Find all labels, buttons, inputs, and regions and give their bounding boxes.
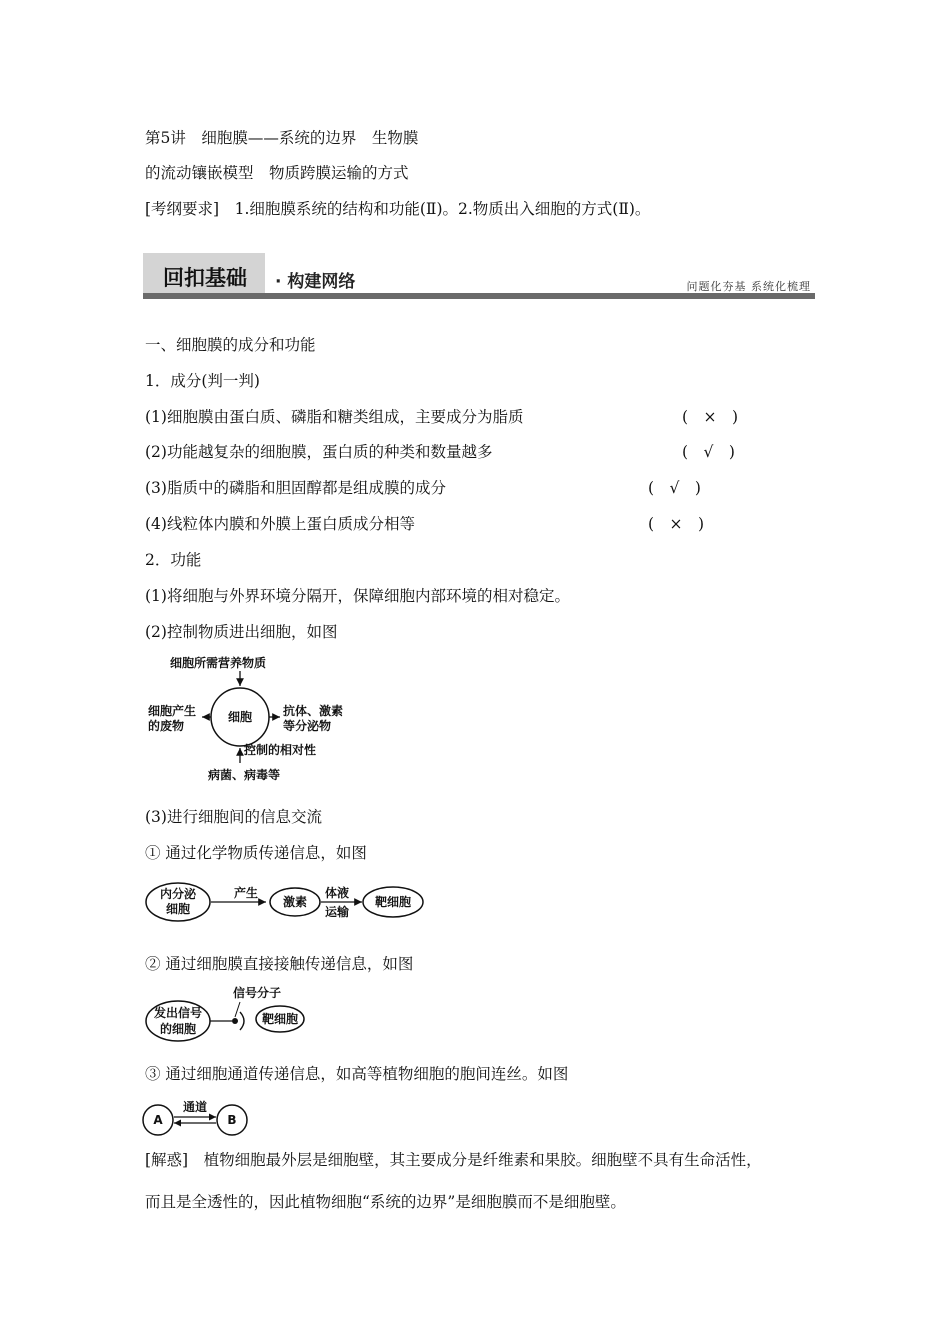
channel-diagram (140, 1095, 255, 1143)
endocrine-label-1: 内分泌 (159, 887, 197, 901)
transport-control-diagram (140, 652, 370, 787)
chemical-signal-diagram (140, 872, 430, 927)
judge-answer-3: ( √ ) (648, 479, 701, 497)
nutrient-label: 细胞所需营养物质 (169, 656, 267, 670)
control-label: 控制的相对性 (244, 743, 317, 757)
lesson-title-line1: 第5讲 细胞膜——系统的边界 生物膜 (145, 129, 419, 147)
transport-label-2: 运输 (324, 905, 350, 919)
function-3: (3)进行细胞间的信息交流 (145, 808, 322, 826)
way-2: ② 通过细胞膜直接接触传递信息，如图 (145, 955, 414, 973)
receptor (240, 1012, 244, 1030)
section-banner (143, 253, 815, 299)
secretion-label-1: 抗体、激素 (283, 704, 344, 718)
channel-label: 通道 (182, 1100, 208, 1114)
judge-item-1: (1)细胞膜由蛋白质、磷脂和糖类组成，主要成分为脂质 (145, 408, 524, 426)
banner-right-caption: 问题化夯基 系统化梳理 (686, 280, 811, 293)
section-heading: 一、细胞膜的成分和功能 (145, 336, 316, 354)
exam-requirements: [考纲要求] 1.细胞膜系统的结构和功能(Ⅱ)。2.物质出入细胞的方式(Ⅱ)。 (145, 200, 651, 218)
signal-label: 信号分子 (233, 986, 282, 1000)
function-2: (2)控制物质进出细胞，如图 (145, 623, 338, 641)
secretion-label-2: 等分泌物 (283, 719, 332, 733)
judge-answer-2: ( √ ) (682, 443, 735, 461)
direct-contact-diagram (140, 982, 315, 1044)
explanation-line-1: [解惑] 植物细胞最外层是细胞壁，其主要成分是纤维素和果胶。细胞壁不具有生命活性， (145, 1151, 762, 1169)
hormone-label: 激素 (282, 895, 308, 909)
transport-label-1: 体液 (324, 886, 350, 900)
judge-item-3: (3)脂质中的磷脂和胆固醇都是组成膜的成分 (145, 479, 446, 497)
signal-dot (232, 1018, 238, 1024)
waste-label-2: 的废物 (148, 719, 185, 733)
cell-label: 细胞 (227, 710, 253, 724)
cell-a-label: A (153, 1113, 163, 1127)
part2-heading: 2．功能 (145, 551, 202, 569)
sender-label-2: 的细胞 (159, 1022, 197, 1036)
way-1: ① 通过化学物质传递信息，如图 (145, 844, 367, 862)
lesson-title-line2: 的流动镶嵌模型 物质跨膜运输的方式 (145, 164, 409, 182)
target-label-2: 靶细胞 (261, 1012, 299, 1026)
judge-answer-4: ( × ) (648, 515, 705, 533)
judge-item-4: (4)线粒体内膜和外膜上蛋白质成分相等 (145, 515, 415, 533)
sender-label-1: 发出信号 (153, 1006, 203, 1020)
signal-pointer (235, 1002, 240, 1017)
judge-answer-1: ( × ) (682, 408, 739, 426)
pathogen-label: 病菌、病毒等 (208, 768, 281, 782)
produce-label: 产生 (233, 886, 259, 900)
judge-item-2: (2)功能越复杂的细胞膜，蛋白质的种类和数量越多 (145, 443, 493, 461)
waste-label-1: 细胞产生 (148, 704, 197, 718)
function-1: (1)将细胞与外界环境分隔开，保障细胞内部环境的相对稳定。 (145, 587, 570, 605)
explanation-line-2: 而且是全透性的，因此植物细胞“系统的边界”是细胞膜而不是细胞壁。 (145, 1193, 626, 1211)
endocrine-label-2: 细胞 (165, 902, 191, 916)
banner-main-title: 回扣基础 (163, 266, 247, 290)
banner-subtitle: · 构建网络 (275, 272, 356, 292)
part1-heading: 1．成分(判一判) (145, 372, 260, 390)
cell-b-label: B (227, 1113, 237, 1127)
way-3: ③ 通过细胞通道传递信息，如高等植物细胞的胞间连丝。如图 (145, 1065, 569, 1083)
target-label: 靶细胞 (374, 895, 412, 909)
